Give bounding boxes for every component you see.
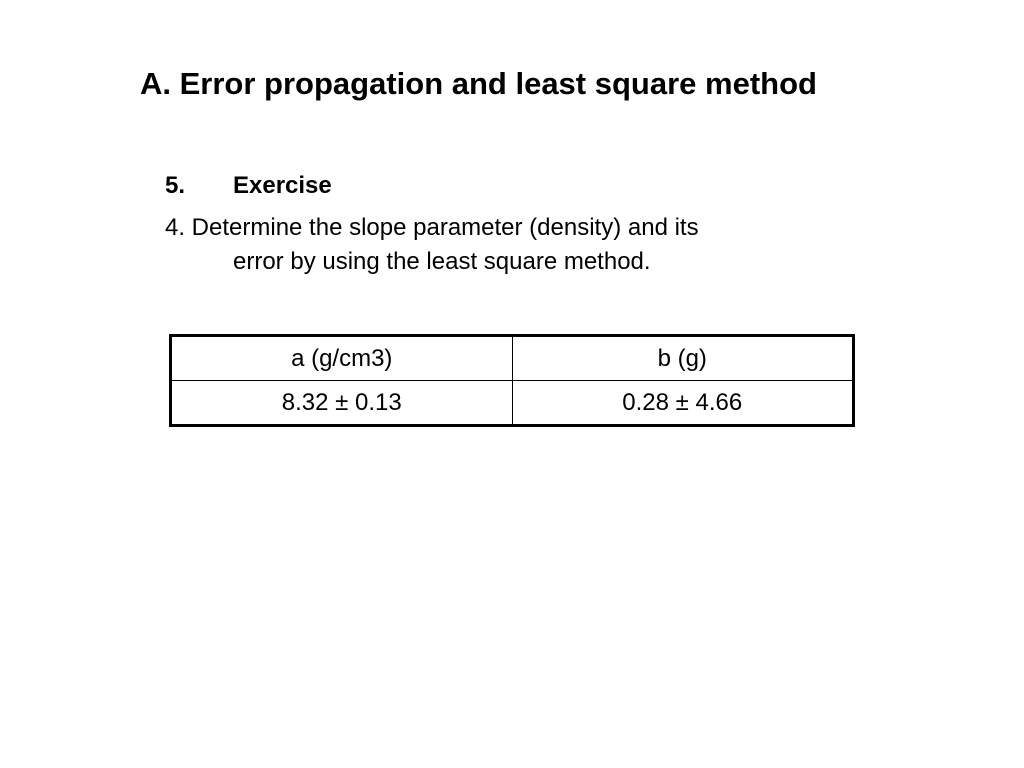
section-title: Exercise (233, 172, 332, 199)
task-line-1: 4. Determine the slope parameter (density) and its (165, 214, 699, 241)
section-number: 5. (165, 172, 186, 199)
task-line-2: error by using the least square method. (233, 248, 651, 275)
cell-b-value: 0.28 ± 4.66 (512, 381, 854, 426)
slide-title: A. Error propagation and least square method (140, 66, 817, 101)
table-header-row (171, 336, 854, 381)
table-row (171, 381, 854, 426)
cell-a-value: 8.32 ± 0.13 (171, 381, 513, 426)
header-b: b (g) (512, 336, 854, 381)
results-table (169, 334, 855, 427)
section-heading (165, 172, 332, 200)
header-a: a (g/cm3) (171, 336, 513, 381)
task-description (165, 211, 865, 279)
